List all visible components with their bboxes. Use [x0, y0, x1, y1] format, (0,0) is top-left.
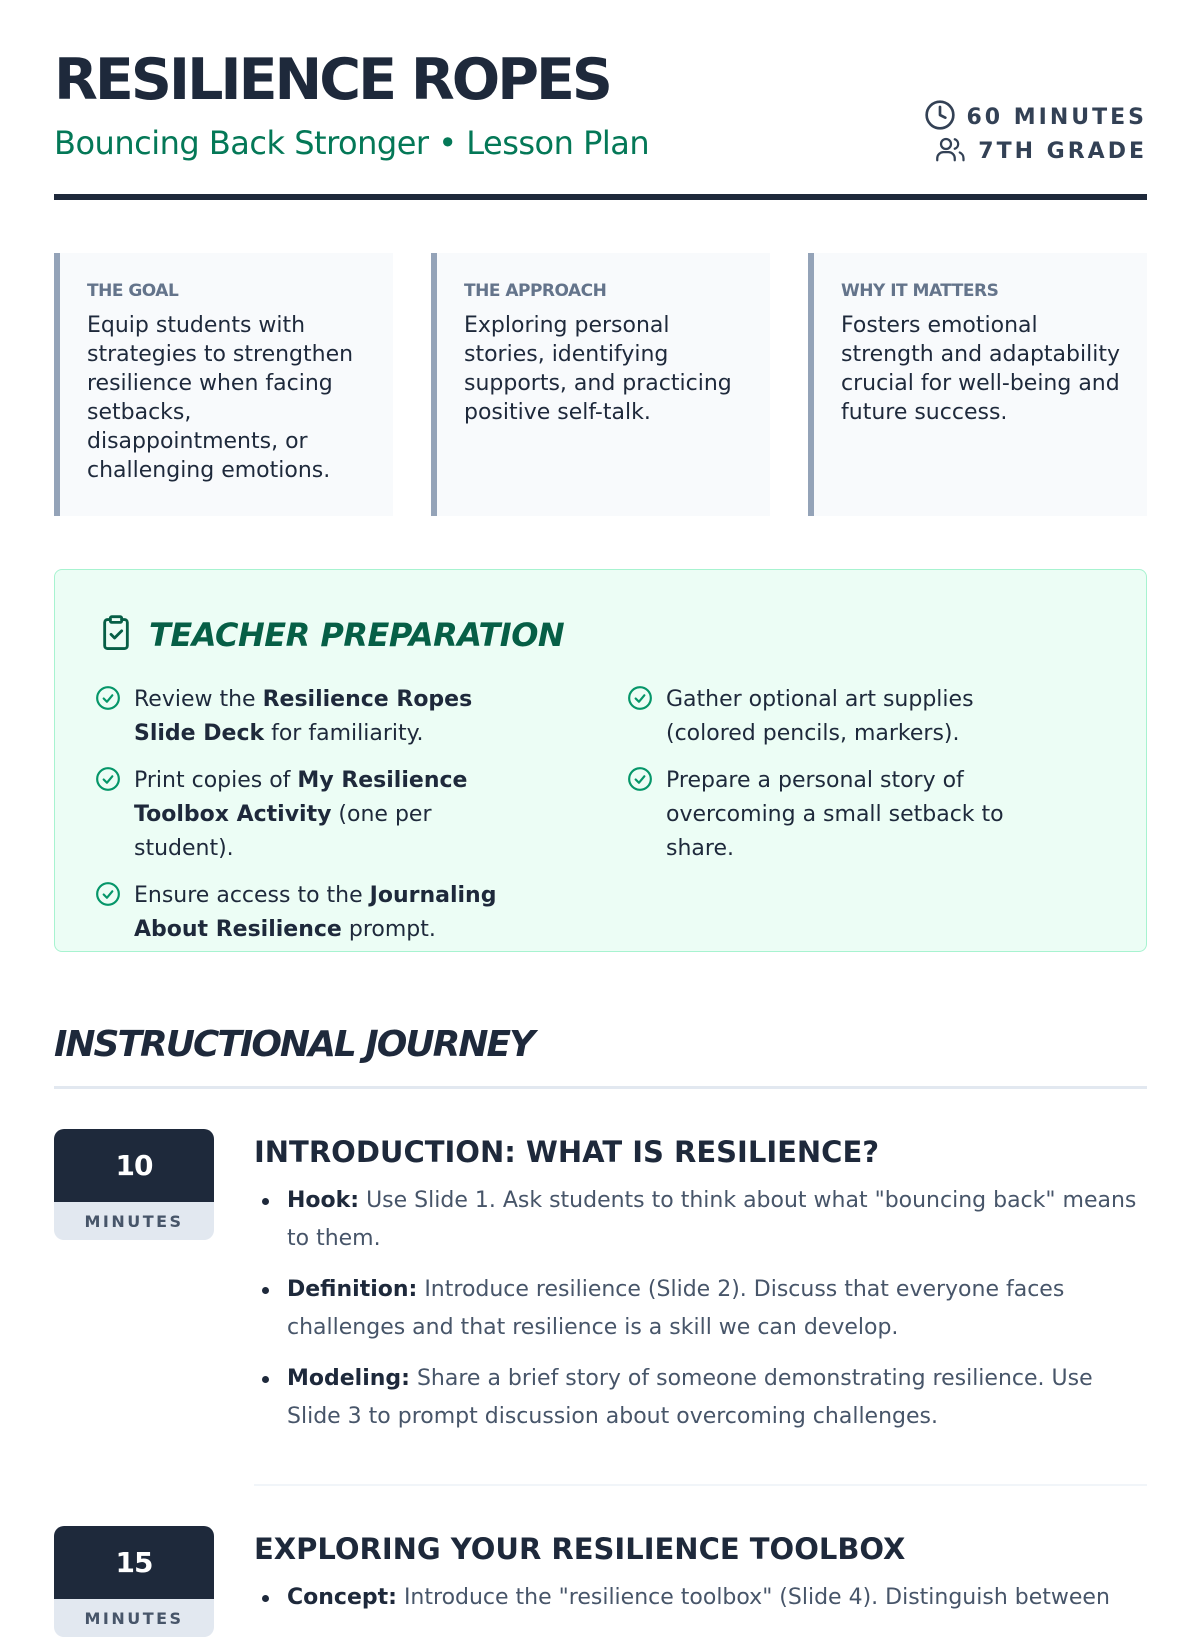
minutes-value: 10	[54, 1129, 214, 1202]
clock-icon	[924, 99, 966, 135]
step-title: EXPLORING YOUR RESILIENCE TOOLBOX	[254, 1532, 906, 1566]
lesson-plan-page	[54, 0, 1147, 1628]
prep-item-text: Ensure access to the Journaling About Resilience prompt.	[134, 883, 497, 942]
step-body	[254, 1526, 1147, 1630]
prep-item-text: Gather optional art supplies (colored pencils, markers).	[666, 687, 974, 746]
card-label: THE GOAL	[87, 281, 179, 301]
prep-item	[95, 879, 535, 947]
prep-item	[627, 764, 1067, 866]
check-circle-icon	[627, 764, 666, 866]
list-item: Definition: Introduce resilience (Slide 2). Discuss that everyone faces challenges and that resilience is a skill we can develop.	[254, 1271, 1147, 1347]
card-label: WHY IT MATTERS	[841, 281, 999, 301]
teacher-preparation-box	[54, 569, 1147, 952]
prep-column-left	[95, 683, 535, 960]
step-list	[254, 1182, 1147, 1436]
list-item: Hook: Use Slide 1. Ask students to think about what "bouncing back" means to them.	[254, 1182, 1147, 1258]
card-text: Equip students with strategies to strengthen resilience when facing setbacks, disappointments, or challenging emotions.	[87, 313, 354, 483]
duration-row	[924, 100, 1147, 134]
grade-row	[924, 134, 1147, 168]
check-circle-icon	[627, 683, 666, 751]
step-title: INTRODUCTION: WHAT IS RESILIENCE?	[254, 1135, 880, 1169]
journey-divider	[54, 1086, 1147, 1089]
prep-item-text: Review the Resilience Ropes Slide Deck for familiarity.	[134, 687, 473, 746]
list-item: Concept: Introduce the "resilience toolbox" (Slide 4). Distinguish between	[254, 1579, 1147, 1617]
minutes-unit: MINUTES	[54, 1202, 214, 1240]
prep-heading	[99, 614, 564, 656]
prep-item	[95, 683, 535, 751]
minutes-badge	[54, 1129, 214, 1240]
users-icon	[934, 134, 978, 168]
overview-cards	[54, 253, 1147, 516]
approach-card	[431, 253, 770, 516]
goal-card	[54, 253, 393, 516]
prep-item-text: Print copies of My Resilience Toolbox Activity (one per student).	[134, 768, 468, 861]
duration-label: 60 MINUTES	[966, 104, 1147, 130]
minutes-badge	[54, 1526, 214, 1637]
why-it-matters-card	[808, 253, 1147, 516]
card-label: THE APPROACH	[464, 281, 607, 301]
lesson-meta	[924, 100, 1147, 168]
list-item: Modeling: Share a brief story of someone demonstrating resilience. Use Slide 3 to prompt discussion about overcoming challenges.	[254, 1360, 1147, 1436]
minutes-value: 15	[54, 1526, 214, 1599]
prep-title: TEACHER PREPARATION	[149, 616, 565, 654]
prep-item	[627, 683, 1067, 751]
check-circle-icon	[95, 764, 134, 866]
grade-label: 7TH GRADE	[978, 138, 1147, 164]
card-text: Fosters emotional strength and adaptability crucial for well-being and future success.	[841, 313, 1120, 425]
journey-title: INSTRUCTIONAL JOURNEY	[54, 1024, 534, 1065]
check-circle-icon	[95, 683, 134, 751]
step-divider	[254, 1484, 1147, 1486]
prep-item-text: Prepare a personal story of overcoming a small setback to share.	[666, 768, 1004, 861]
page-header	[54, 0, 1147, 200]
clipboard-check-icon	[99, 614, 133, 656]
card-text: Exploring personal stories, identifying supports, and practicing positive self-talk.	[464, 313, 732, 425]
step-body	[254, 1129, 1147, 1449]
page-title: RESILIENCE ROPES	[54, 47, 610, 113]
step-list	[254, 1579, 1147, 1617]
prep-item	[95, 764, 535, 866]
minutes-unit: MINUTES	[54, 1599, 214, 1637]
page-subtitle: Bouncing Back Stronger • Lesson Plan	[54, 124, 650, 162]
check-circle-icon	[95, 879, 134, 947]
prep-column-right	[627, 683, 1067, 879]
